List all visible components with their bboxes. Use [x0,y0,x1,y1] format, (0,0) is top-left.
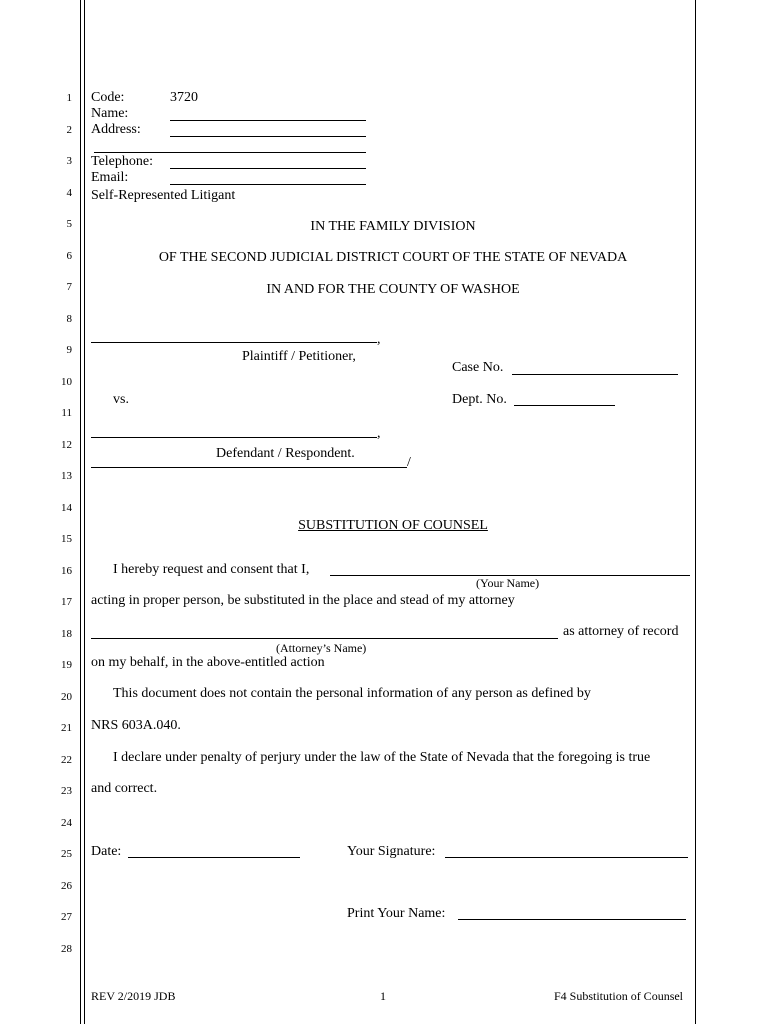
nrs-text: NRS 603A.040. [91,718,181,733]
attorney-name-field[interactable] [91,638,558,639]
caption-closing-line [91,467,407,468]
line-number: 16 [61,564,72,577]
line-number: 11 [61,407,72,419]
attorney-record-text: as attorney of record [563,624,679,639]
line-number: 20 [61,690,72,703]
case-no-field[interactable] [512,374,678,375]
line-number: 3 [66,155,72,167]
line-number: 27 [61,911,72,923]
line-number: 9 [66,344,72,356]
right-margin-line [695,0,696,1024]
telephone-field[interactable] [170,168,366,169]
plaintiff-comma: , [377,332,381,347]
line-number: 15 [61,533,72,545]
footer-form-name: F4 Substitution of Counsel [554,989,684,1003]
footer-revision: REV 2/2019 JDB [91,989,176,1003]
dept-no-field[interactable] [514,405,615,406]
line-number: 24 [61,816,72,829]
address-field-1[interactable] [170,136,366,137]
plaintiff-field[interactable] [91,342,377,343]
plaintiff-label: Plaintiff / Petitioner, [242,349,356,364]
print-name-label: Print Your Name: [347,906,446,921]
line-number: 23 [61,785,72,797]
document-title: SUBSTITUTION OF COUNSEL [298,518,488,533]
left-margin-line-outer [80,0,81,1024]
your-signature-label: Your Signature: [347,844,436,859]
caption-slash: / [407,455,411,470]
line-number: 4 [66,186,72,199]
email-field[interactable] [170,184,366,185]
defendant-comma: , [377,426,381,441]
name-field[interactable] [170,120,366,121]
correct-text: and correct. [91,781,158,796]
line-number: 22 [61,753,72,766]
line-number: 26 [61,879,72,892]
defendant-label: Defendant / Respondent. [216,446,355,461]
code-value: 3720 [170,90,198,105]
print-name-field[interactable] [458,919,686,920]
left-margin-line-inner [84,0,85,1024]
case-no-label: Case No. [452,360,504,375]
line-number: 19 [61,659,72,671]
line-number: 13 [61,470,72,482]
court-division: IN THE FAMILY DIVISION [310,219,476,234]
line-number: 1 [66,92,72,104]
signature-field[interactable] [445,857,688,858]
behalf-text: on my behalf, in the above-entitled action [91,655,325,670]
line-number: 12 [61,438,72,451]
footer-page-number: 1 [380,989,386,1003]
line-number: 17 [61,596,72,608]
vs-label: vs. [113,392,129,407]
no-personal-info-text: This document does not contain the personal information of any person as defined by [113,686,591,701]
email-label: Email: [91,170,129,185]
line-number: 21 [61,722,72,734]
telephone-label: Telephone: [91,154,153,169]
line-number: 14 [61,501,72,514]
line-number: 18 [61,627,72,640]
request-text: I hereby request and consent that I, [113,562,310,577]
name-label: Name: [91,106,129,121]
line-number: 2 [66,123,72,136]
line-number: 7 [66,281,72,293]
court-county: IN AND FOR THE COUNTY OF WASHOE [266,282,520,297]
line-number: 5 [66,218,72,230]
acting-text: acting in proper person, be substituted in the place and stead of my attorney [91,593,515,608]
dept-no-label: Dept. No. [452,392,507,407]
line-number: 6 [66,249,72,262]
litigant-label: Self-Represented Litigant [91,188,236,203]
defendant-field[interactable] [91,437,377,438]
address-label: Address: [91,122,141,137]
line-number: 25 [61,848,72,860]
your-name-hint: (Your Name) [476,576,540,590]
line-number: 28 [61,942,72,955]
line-number: 10 [61,375,72,388]
address-field-2[interactable] [94,152,366,153]
code-label: Code: [91,90,125,105]
line-number: 8 [66,312,72,325]
court-name: OF THE SECOND JUDICIAL DISTRICT COURT OF THE STATE OF NEVADA [158,250,628,265]
date-field[interactable] [128,857,300,858]
attorney-name-hint: (Attorney’s Name) [276,641,367,655]
declaration-text: I declare under penalty of perjury under the law of the State of Nevada that the foregoing is true [113,750,651,765]
date-label: Date: [91,844,122,859]
